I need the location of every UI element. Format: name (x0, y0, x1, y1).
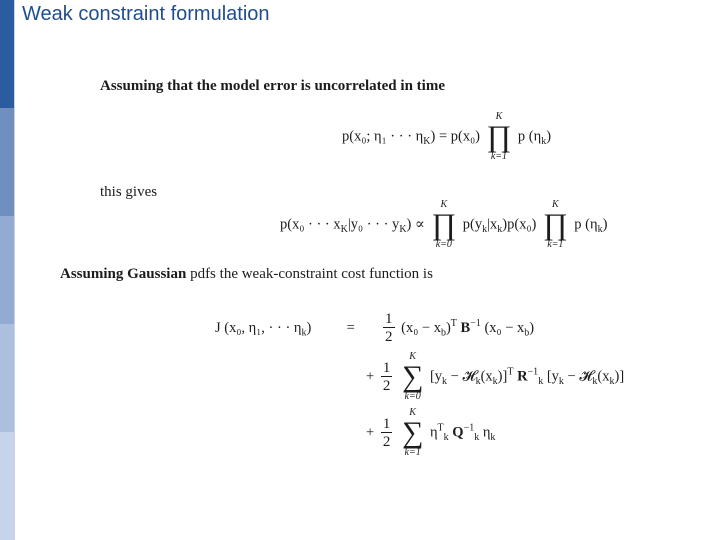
side-accent-band (0, 0, 14, 540)
half2-denominator: 2 (382, 377, 391, 394)
Q-inverse: −1 (463, 422, 475, 434)
product1-lower-limit: k=0 (435, 239, 452, 250)
line3-bold: Gaussian (127, 266, 187, 282)
product-operator-1 (431, 200, 456, 250)
term2-m: k (609, 376, 615, 388)
eq1-rhs-close: ) (546, 128, 552, 145)
sum1-lower-limit: k=0 (404, 391, 421, 402)
plus-2: + (366, 368, 375, 385)
line3-pre: Assuming (60, 266, 128, 282)
eq2-mid-3: )p(x₀) (502, 216, 537, 233)
term2-l: (x (597, 368, 610, 385)
half2-numerator: 1 (382, 359, 391, 376)
eq2-lhs: p(x₀ · · · x (280, 216, 341, 233)
eq2-rhs-close: ) (602, 216, 608, 233)
half1-numerator: 1 (385, 311, 393, 327)
sum1-upper-limit: K (409, 351, 416, 362)
band-divider (14, 0, 15, 540)
product2-lower-limit: k=1 (547, 239, 564, 250)
eq1-lhs: p(x₀; η₁ · · · η (342, 128, 424, 145)
half3-numerator: 1 (382, 415, 391, 432)
line3-post: pdfs the weak-constraint cost function is (186, 266, 433, 282)
cost-function-row-1 (215, 312, 534, 345)
term1-transpose: T (450, 318, 457, 329)
cost-lhs: J (x₀, η₁, · · · η (215, 319, 302, 336)
product1-symbol: ∏ (431, 208, 457, 241)
term3-sub2: k (490, 432, 496, 444)
eq2-mid-sub1: k (482, 224, 488, 236)
sum-operator-2 (402, 408, 423, 458)
eq1-lhs-sub: K (423, 136, 431, 148)
product2-symbol: ∏ (542, 208, 568, 241)
cost-lhs-sub: k (301, 327, 307, 339)
eq2-lhs-mid: |y₀ · · · y (347, 216, 400, 233)
eq2-lhs-close: ) ∝ (406, 216, 425, 233)
sum1-symbol: ∑ (401, 360, 424, 393)
statement-uncorrelated: Assuming that the model error is uncorrelated in time (100, 78, 445, 94)
term2-f: k (492, 376, 498, 388)
eq2-rhs-sub: k (597, 224, 603, 236)
cost-function-row-3 (366, 408, 495, 458)
term2-c: − 𝓗 (447, 368, 476, 385)
equation-posterior (280, 200, 607, 250)
eq1-lhs-close: ) = p(x₀) (430, 128, 480, 145)
equation-prior-factorization (342, 112, 551, 162)
product-operator-2 (543, 200, 568, 250)
half-fraction-1 (383, 312, 395, 345)
eq2-mid: p(y (462, 216, 483, 233)
sum2-upper-limit: K (409, 407, 416, 418)
half3-denominator: 2 (382, 433, 391, 450)
B-inverse: −1 (470, 318, 481, 329)
product-upper-limit: K (495, 111, 503, 122)
term3-b: η (482, 424, 491, 441)
term1-f: ) (529, 319, 535, 336)
term2-e: (x (480, 368, 493, 385)
matrix-B: B (460, 319, 471, 336)
term1-a: (x₀ − x (401, 319, 441, 336)
sum2-symbol: ∑ (401, 416, 424, 449)
term2-d: k (475, 376, 481, 388)
band-segment-1 (0, 0, 14, 108)
term2-g: )] (497, 368, 508, 385)
matrix-Q: Q (452, 424, 464, 441)
eq1-rhs-sub: k (541, 136, 547, 148)
term3-transpose: T (437, 422, 444, 434)
product-lower-limit: k=1 (490, 151, 508, 162)
eq2-mid-2: |x (487, 216, 498, 233)
cost-equals: = (346, 319, 355, 336)
eq1-rhs: p (η (517, 128, 542, 145)
eq2-lhs-sub1: K (340, 224, 348, 236)
term2-a: [y (429, 368, 443, 385)
R-inverse: −1 (527, 366, 539, 378)
statement-gaussian-cost (60, 266, 433, 283)
term1-c: ) (445, 319, 451, 336)
Q-sub: k (474, 432, 480, 444)
band-segment-3 (0, 216, 14, 324)
product2-upper-limit: K (551, 199, 559, 210)
product-symbol: ∏ (486, 120, 512, 153)
term2-i: k (558, 376, 564, 388)
half-fraction-2 (381, 361, 393, 394)
band-segment-2 (0, 108, 14, 216)
term3-sub: k (443, 432, 449, 444)
term2-b: k (442, 376, 448, 388)
eq2-lhs-sub2: K (399, 224, 407, 236)
slide-title: Weak constraint formulation (22, 3, 270, 25)
R-sub: k (538, 376, 544, 388)
eq2-rhs: p (η (574, 216, 598, 233)
term1-d: (x₀ − x (484, 319, 525, 336)
term2-n: )] (614, 368, 625, 385)
cost-function-row-2 (366, 352, 624, 402)
sum-operator-1 (402, 352, 423, 402)
cost-lhs-close: ) (306, 319, 312, 336)
matrix-R: R (517, 368, 528, 385)
product-operator (487, 112, 512, 162)
term2-h: [y (546, 368, 559, 385)
term1-e: b (524, 327, 530, 339)
eq2-mid-sub2: k (497, 224, 503, 236)
term3-a: η (429, 424, 438, 441)
sum2-lower-limit: k=1 (404, 447, 421, 458)
half1-denominator: 2 (385, 329, 393, 345)
plus-3: + (366, 424, 375, 441)
product1-upper-limit: K (440, 199, 448, 210)
term2-j: − 𝓗 (563, 368, 593, 385)
term2-k: k (592, 376, 598, 388)
term2-transpose: T (507, 366, 514, 378)
term1-b: b (440, 327, 446, 339)
half-fraction-3 (381, 417, 393, 450)
band-segment-4 (0, 324, 14, 432)
band-segment-5 (0, 432, 14, 540)
statement-this-gives: this gives (100, 184, 158, 200)
